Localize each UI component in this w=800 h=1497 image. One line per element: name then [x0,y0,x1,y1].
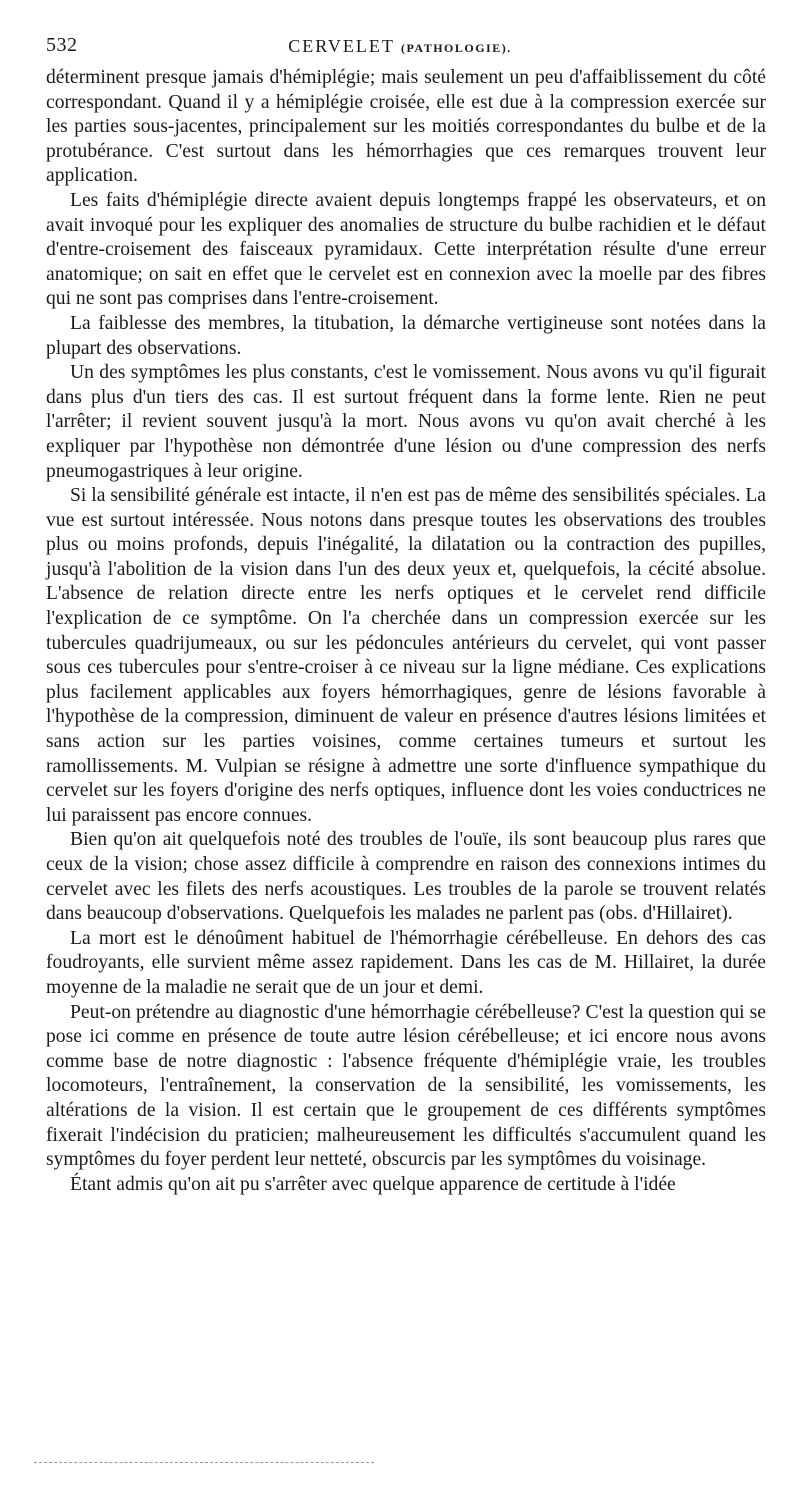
page-header [46,34,754,64]
paragraph: Un des symptômes les plus constants, c'est le vomissement. Nous avons vu qu'il figurait dans plus d'un tiers des cas. Il est surtout fréquent dans la forme lente. Rien ne peut l'arrêter; il revient souvent jusqu'à la mort. Nous avons vu qu'on avait cherché à les expliquer par l'hypothèse non démontrée d'une lésion ou d'une compression des nerfs pneumogastriques à leur origine. [46,362,766,482]
running-head-title: CERVELET [288,36,395,56]
paragraph: Si la sensibilité générale est intacte, il n'en est pas de même des sensibilités spéciales. La vue est surtout intéressée. Nous notons dans presque toutes les observations des troubles plus ou moins profonds, depuis l'inégalité, la dilatation ou la contraction des pupilles, jusqu'à l'abolition de la vision dans l'un des deux yeux et, quelquefois, la cécité absolue. L'absence de relation directe entre les nerfs optiques et le cervelet rend difficile l'explication de ce symptôme. On l'a cherchée dans un compression exercée sur les tubercules quadrijumeaux, ou sur les pédoncules antérieurs du cervelet, qui vont passer sous ces tubercules pour s'entre-croiser à ce niveau sur la ligne médiane. Ces explications plus facilement applicables aux foyers hémorrhagiques, genre de lésions favorable à l'hypothèse de la compression, diminuent de valeur en présence d'autres lésions limitées et sans action sur les parties voisines, comme certaines tumeurs et surtout les ramollissements. M. Vulpian se résigne à admettre une sorte d'influence sympathique du cervelet sur les foyers d'origine des nerfs optiques, influence dont les voies conductrices ne lui paraissent pas encore connues. [46,485,766,826]
paragraph: déterminent presque jamais d'hémiplégie; mais seulement un peu d'affaiblissement du côté correspondant. Quand il y a hémiplégie croisée, elle est due à la compression exercée sur les parties sous-jacentes, principalement sur les moitiés correspondantes du bulbe et de la protubérance. C'est surtout dans les hémorrhagies que ces remarques trouvent leur application. [46,67,766,187]
paragraph: Les faits d'hémiplégie directe avaient depuis longtemps frappé les observateurs, et on avait invoqué pour les expliquer des anomalies de structure du bulbe rachidien et le défaut d'entre-croisement des faisceaux pyramidaux. Cette interprétation résulte d'une erreur anatomique; on sait en effet que le cervelet est en connexion avec la moelle par des fibres qui ne sont pas comprises dans l'entre-croisement. [46,189,766,310]
paragraph: La mort est le dénoûment habituel de l'hémorrhagie cérébelleuse. En dehors des cas foudroyants, elle survient même assez rapidement. Dans les cas de M. Hillairet, la durée moyenne de la maladie ne serait que de un jour et demi. [46,927,766,998]
paragraph: Peut-on prétendre au diagnostic d'une hémorrhagie cérébelleuse? C'est la question qui se pose ici comme en présence de toute autre lésion cérébelleuse; et ici encore nous avons comme base de notre diagnostic : l'absence fréquente d'hémiplégie vraie, les troubles locomoteurs, l'entraînement, la conservation de la sensibilité, les vomissements, les altérations de la vision. Il est certain que le groupement de ces différents symptômes fixerait l'indécision du praticien; malheureusement les difficultés s'accumulent quand les symptômes du foyer perdent leur netteté, obscurcis par les symptômes du voisinage. [46,1001,766,1171]
running-head-subtitle: (PATHOLOGIE). [401,41,512,55]
paragraph: Étant admis qu'on ait pu s'arrêter avec quelque apparence de certitude à l'idée [70,1173,676,1195]
page-number: 532 [46,34,78,56]
footer-divider [34,1462,374,1463]
running-head [46,36,754,57]
paragraph: La faiblesse des membres, la titubation, la démarche vertigineuse sont notées dans la plupart des observations. [46,312,766,359]
paragraph: Bien qu'on ait quelquefois noté des troubles de l'ouïe, ils sont beaucoup plus rares que ceux de la vision; chose assez difficile à comprendre en raison des connexions intimes du cervelet avec les filets des nerfs acoustiques. Les troubles de la parole se trouvent relatés dans beaucoup d'observations. Quelquefois les malades ne parlent pas (obs. d'Hillairet). [46,829,766,925]
body-text [46,66,766,1197]
